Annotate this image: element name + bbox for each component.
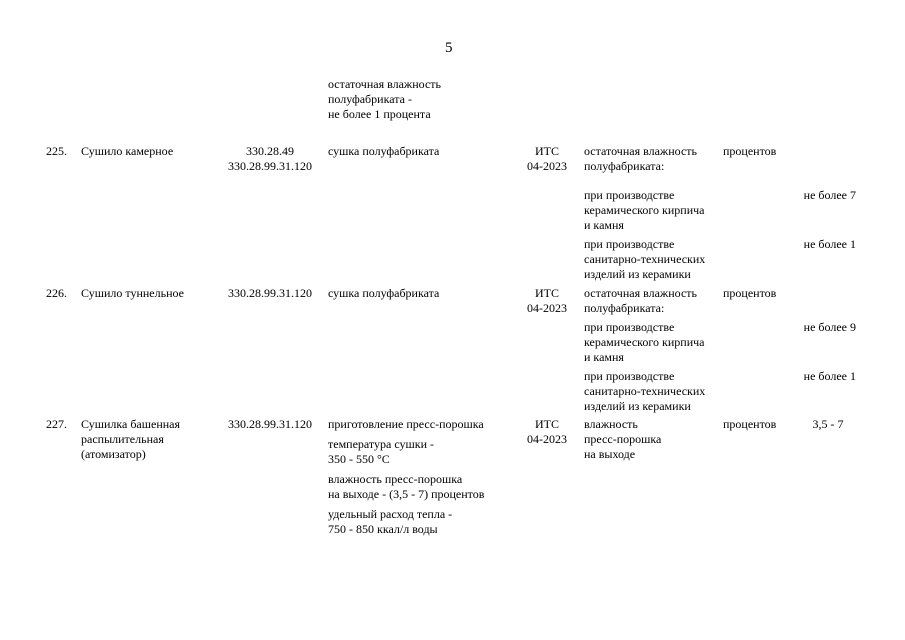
indicator: остаточная влажность полуфабриката:	[584, 144, 697, 173]
sub-condition: при производстве керамического кирпича и камня	[584, 188, 705, 232]
indicator: влажность пресс-порошка на выходе	[584, 417, 662, 461]
row-number: 226.	[46, 286, 67, 300]
continuation-parameter: остаточная влажность полуфабриката - не более 1 процента	[328, 77, 441, 121]
process-parameter: влажность пресс-порошка на выходе - (3,5 - 7) процентов	[328, 472, 485, 501]
sub-condition: при производстве санитарно-технических изделий из керамики	[584, 237, 706, 281]
equipment-codes: 330.28.49 330.28.99.31.120	[228, 144, 312, 173]
limit-value: не более 9	[803, 320, 856, 334]
unit: процентов	[723, 286, 777, 300]
indicator: остаточная влажность полуфабриката:	[584, 286, 697, 315]
equipment-name: Сушилка башенная распылительная (атомизатор)	[81, 417, 181, 461]
unit: процентов	[723, 144, 777, 158]
process-name: приготовление пресс-порошка	[328, 417, 484, 431]
its-reference: ИТС 04-2023	[527, 417, 567, 446]
equipment-codes: 330.28.99.31.120	[228, 417, 312, 431]
process-name: сушка полуфабриката	[328, 286, 440, 300]
unit: процентов	[723, 417, 777, 431]
equipment-name: Сушило камерное	[81, 144, 174, 158]
its-reference: ИТС 04-2023	[527, 286, 567, 315]
limit-value: не более 1	[803, 237, 856, 251]
row-number: 227.	[46, 417, 67, 431]
equipment-name: Сушило туннельное	[81, 286, 184, 300]
its-reference: ИТС 04-2023	[527, 144, 567, 173]
equipment-codes: 330.28.99.31.120	[228, 286, 312, 300]
row-number: 225.	[46, 144, 67, 158]
process-parameter: удельный расход тепла - 750 - 850 ккал/л воды	[328, 507, 453, 536]
process-parameter: температура сушки - 350 - 550 °С	[328, 437, 434, 466]
process-name: сушка полуфабриката	[328, 144, 440, 158]
limit-value: 3,5 - 7	[812, 417, 844, 431]
sub-condition: при производстве санитарно-технических изделий из керамики	[584, 369, 706, 413]
page-number: 5	[445, 40, 453, 56]
limit-value: не более 7	[803, 188, 856, 202]
limit-value: не более 1	[803, 369, 856, 383]
sub-condition: при производстве керамического кирпича и камня	[584, 320, 705, 364]
